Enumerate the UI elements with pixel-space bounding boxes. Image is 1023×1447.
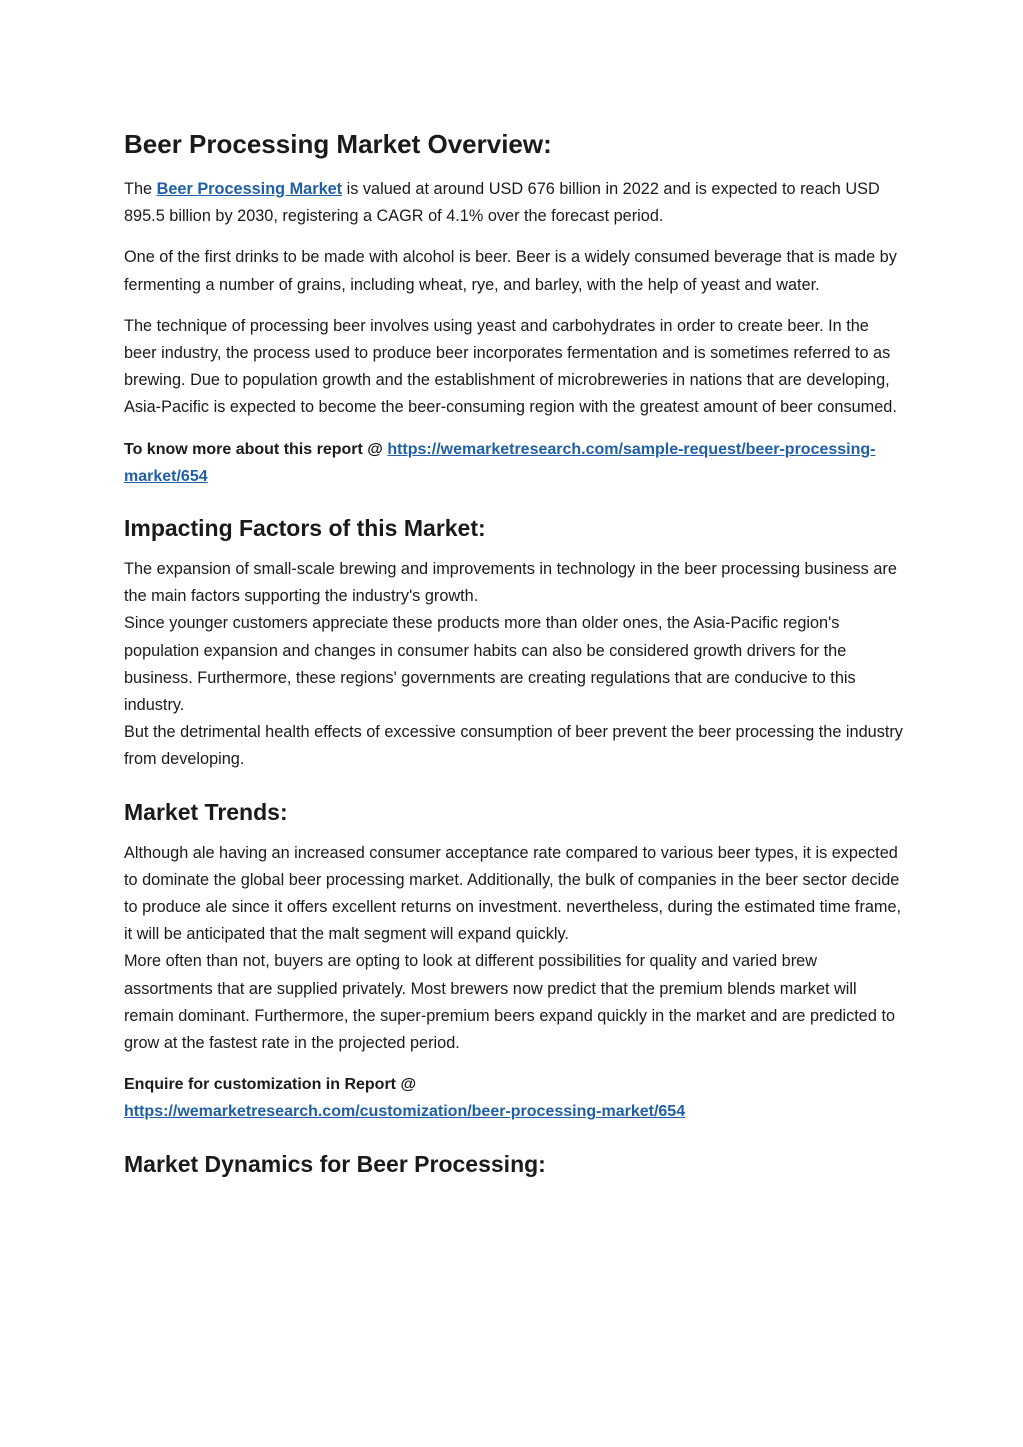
overview-paragraph-3: The technique of processing beer involves using yeast and carbohydrates in order to create beer. In the beer industry, the process used to produce beer incorporates fermentation and is sometimes referred to as brewing. Due to population growth and the establishment of microbreweries in nations that are developing, Asia-Pacific is expected to become the beer-consuming region with the greatest amount of beer consumed.	[124, 316, 897, 417]
customization-link[interactable]: https://wemarketresearch.com/customization/beer-processing-market/654	[124, 1103, 686, 1121]
sample-request-link[interactable]: https://wemarketresearch.com/sample-request/beer-processing-market/654	[124, 440, 876, 485]
impacting-line-1: The expansion of small-scale brewing and improvements in technology in the beer processing business are the main factors supporting the industry's growth.	[124, 560, 897, 606]
impacting-line-3: But the detrimental health effects of excessive consumption of beer prevent the beer processing the industry from developing.	[124, 723, 903, 769]
market-trends-heading: Market Trends:	[124, 798, 288, 825]
trends-line-1: Although ale having an increased consumer acceptance rate compared to various beer types, it is expected to dominate the global beer processing market. Additionally, the bulk of companies in the beer sector decide to produce ale since it offers excellent returns on investment. nevertheless, during the estimated time frame, it will be anticipated that the malt segment will expand quickly.	[124, 843, 902, 944]
overview-heading: Beer Processing Market Overview:	[124, 129, 552, 159]
trends-paragraph	[124, 840, 904, 1058]
overview-paragraph-2: One of the first drinks to be made with alcohol is beer. Beer is a widely consumed beverage that is made by fermenting a number of grains, including wheat, rye, and barley, with the help of yeast and water.	[124, 248, 897, 294]
trends-line-2: More often than not, buyers are opting to look at different possibilities for quality and varied brew assortments that are supplied privately. Most brewers now predict that the premium blends market will remain dominant. Furthermore, the super-premium beers expand quickly in the market and are predicted to grow at the fastest rate in the projected period.	[124, 952, 896, 1053]
report-link-paragraph	[124, 436, 904, 490]
enquire-paragraph	[124, 1071, 904, 1125]
intro-prefix: The	[124, 180, 157, 198]
impacting-paragraph	[124, 556, 904, 774]
intro-suffix: is valued at around USD 676 billion in 2022 and is expected to reach USD 895.5 billion by 2030, registering a CAGR of 4.1% over the forecast period.	[124, 180, 880, 226]
overview-intro-paragraph	[124, 176, 904, 230]
enquire-label: Enquire for customization in Report @	[124, 1076, 417, 1094]
impacting-factors-heading: Impacting Factors of this Market:	[124, 515, 486, 542]
document-page	[124, 124, 904, 1192]
market-dynamics-heading: Market Dynamics for Beer Processing:	[124, 1150, 546, 1177]
impacting-line-2: Since younger customers appreciate these products more than older ones, the Asia-Pacific region's population expansion and changes in consumer habits can also be considered growth drivers for the business. Furthermore, these regions' governments are creating regulations that are conducive to this industry.	[124, 614, 856, 715]
report-label: To know more about this report @	[124, 440, 388, 458]
beer-processing-market-link[interactable]: Beer Processing Market	[156, 180, 343, 198]
